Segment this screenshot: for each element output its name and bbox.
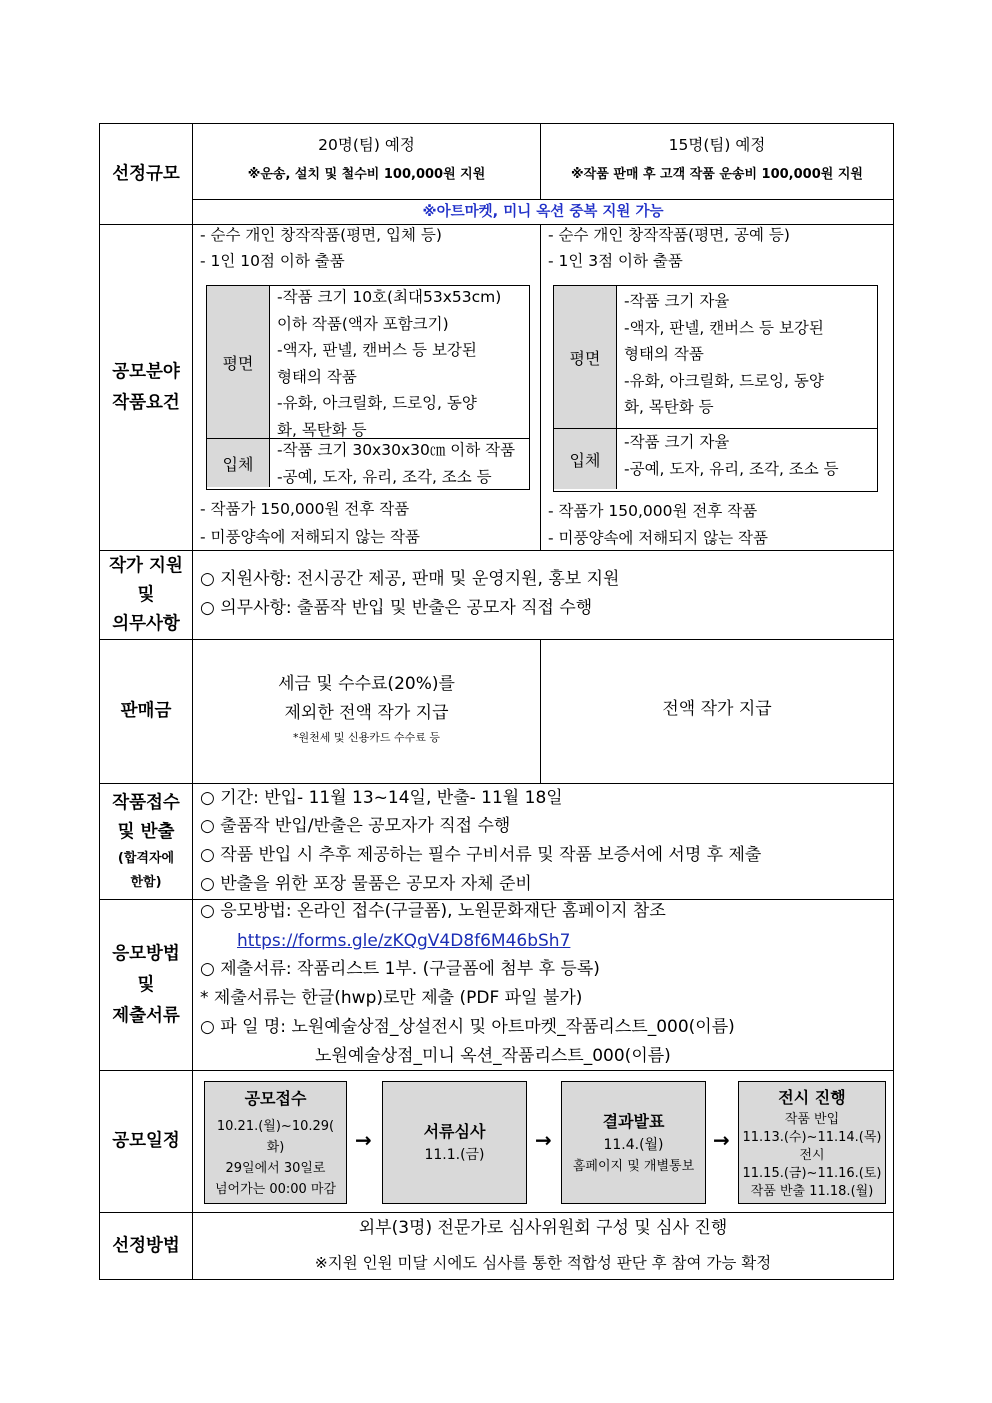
schedule-step-exhibition: 전시 진행 작품 반입 11.13.(수)~11.14.(목) 전시 11.15.(금)~11.16.(토) 작품 반출 11.18.(월)	[738, 1081, 886, 1204]
sales-right: 전액 작가 지급	[662, 699, 772, 719]
sales-left-note: *원천세 및 신용카드 수수료 등	[293, 731, 440, 744]
row-header-selection-method: 선정방법	[112, 1235, 180, 1256]
application-format-line: * 제출서류는 한글(hwp)로만 제출 (PDF 파일 불가)	[200, 988, 583, 1008]
right-arrow-icon: →	[355, 1128, 372, 1152]
selection-method-note: ※지원 인원 미달 시에도 심사를 통한 적합성 판단 후 참여 가능 확정	[314, 1254, 772, 1272]
req-left-flat-label: 평면	[207, 286, 270, 438]
divider	[540, 224, 541, 550]
divider	[99, 1212, 894, 1213]
receipt-line-2: ○ 출품작 반입/반출은 공모자가 직접 수행	[200, 816, 511, 836]
row-header-sales: 판매금	[120, 701, 172, 721]
schedule-step-results: 결과발표 11.4.(월) 홈페이지 및 개별통보	[561, 1081, 706, 1204]
right-arrow-icon: →	[713, 1128, 730, 1152]
req-left-intro-2: - 1인 10점 이하 출품	[200, 252, 345, 270]
req-right-outro-1: - 작품가 150,000원 전후 작품	[548, 502, 758, 520]
table-border-bottom	[99, 1279, 894, 1280]
row-header-schedule: 공모일정	[112, 1131, 180, 1151]
req-left-inner-table	[206, 285, 530, 490]
row-header-requirements: 공모분야 작품요건	[112, 361, 180, 413]
req-left-flat-text: -작품 크기 10호(최대53x53cm) 이하 작품(액자 포함크기) -액자, 판넬, 캔버스 등 보강된 형태의 작품 -유화, 아크릴화, 드로잉, 동양 화, 목탄화 등	[277, 288, 502, 439]
application-docs-line: ○ 제출서류: 작품리스트 1부. (구글폼에 첨부 후 등록)	[200, 959, 600, 979]
application-filename-line: ○ 파 일 명: 노원예술상점_상설전시 및 아트마켓_작품리스트_000(이름)	[200, 1017, 735, 1037]
req-right-solid-text: -작품 크기 자율 -공예, 도자, 유리, 조각, 조소 등	[624, 433, 839, 478]
receipt-line-1: ○ 기간: 반입- 11월 13~14일, 반출- 11월 18일	[200, 788, 563, 808]
req-right-flat-text: -작품 크기 자율 -액자, 판넬, 캔버스 등 보강된 형태의 작품 -유화, 아크릴화, 드로잉, 동양 화, 목탄화 등	[624, 292, 824, 416]
application-filename-line-2: 노원예술상점_미니 옥션_작품리스트_000(이름)	[315, 1046, 671, 1066]
application-form-link[interactable]: https://forms.gle/zKQgV4D8f6M46bSh7	[237, 931, 571, 951]
req-left-intro-1: - 순수 개인 창작작품(평면, 입체 등)	[200, 226, 442, 244]
artist-support-line-1: ○ 지원사항: 전시공간 제공, 판매 및 운영지원, 홍보 지원	[200, 569, 620, 589]
selection-right-main: 15명(팀) 예정	[668, 136, 766, 154]
selection-method-main: 외부(3명) 전문가로 심사위원회 구성 및 심사 진행	[358, 1218, 728, 1238]
row-header-selection-scale: 선정규모	[112, 163, 180, 184]
divider	[99, 639, 894, 640]
req-left-outro-1: - 작품가 150,000원 전후 작품	[200, 500, 410, 518]
req-right-outro-2: - 미풍양속에 저해되지 않는 작품	[548, 529, 768, 547]
right-arrow-icon: →	[535, 1128, 552, 1152]
artist-support-line-2: ○ 의무사항: 출품작 반입 및 반출은 공모자 직접 수행	[200, 598, 593, 618]
sales-left-line-2: 제외한 전액 작가 지급	[284, 703, 449, 723]
req-right-solid-label: 입체	[554, 429, 617, 489]
row-header-artwork-receipt: 작품접수 및 반출 (합격자에 한함)	[112, 792, 180, 890]
table-border-top	[99, 123, 894, 124]
selection-left-main: 20명(팀) 예정	[318, 136, 415, 154]
table-border-right	[893, 123, 894, 1280]
req-left-solid-text: -작품 크기 30x30x30㎝ 이하 작품 -공예, 도자, 유리, 조각, 조소 등	[277, 441, 516, 486]
row-header-artist-support: 작가 지원 및 의무사항	[109, 555, 183, 634]
selection-shared-note: ※아트마켓, 미니 옥션 중복 지원 가능	[422, 204, 664, 220]
application-method-line: ○ 응모방법: 온라인 접수(구글폼), 노원문화재단 홈페이지 참조	[200, 901, 666, 921]
schedule-step-review: 서류심사 11.1.(금)	[382, 1081, 527, 1204]
receipt-line-4: ○ 반출을 위한 포장 물품은 공모자 자체 준비	[200, 874, 532, 894]
row-header-application: 응모방법 및 제출서류	[112, 943, 180, 1026]
req-right-intro-2: - 1인 3점 이하 출품	[548, 252, 683, 270]
req-right-inner-table	[553, 285, 878, 492]
req-right-intro-1: - 순수 개인 창작작품(평면, 공예 등)	[548, 226, 790, 244]
receipt-line-3: ○ 작품 반입 시 추후 제공하는 필수 구비서류 및 작품 보증서에 서명 후 제출	[200, 845, 762, 865]
req-left-outro-2: - 미풍양속에 저해되지 않는 작품	[200, 528, 420, 546]
selection-right-note: ※작품 판매 후 고객 작품 운송비 100,000원 지원	[571, 167, 863, 182]
sales-left-line-1: 세금 및 수수료(20%)를	[278, 674, 455, 694]
schedule-step-application: 공모접수 10.21.(월)~10.29( 화) 29일에서 30일로 넘어가는 00:00 마감	[204, 1081, 347, 1204]
req-right-flat-label: 평면	[554, 286, 617, 428]
req-left-solid-label: 입체	[207, 439, 270, 487]
selection-left-note: ※운송, 설치 및 철수비 100,000원 지원	[247, 167, 486, 182]
